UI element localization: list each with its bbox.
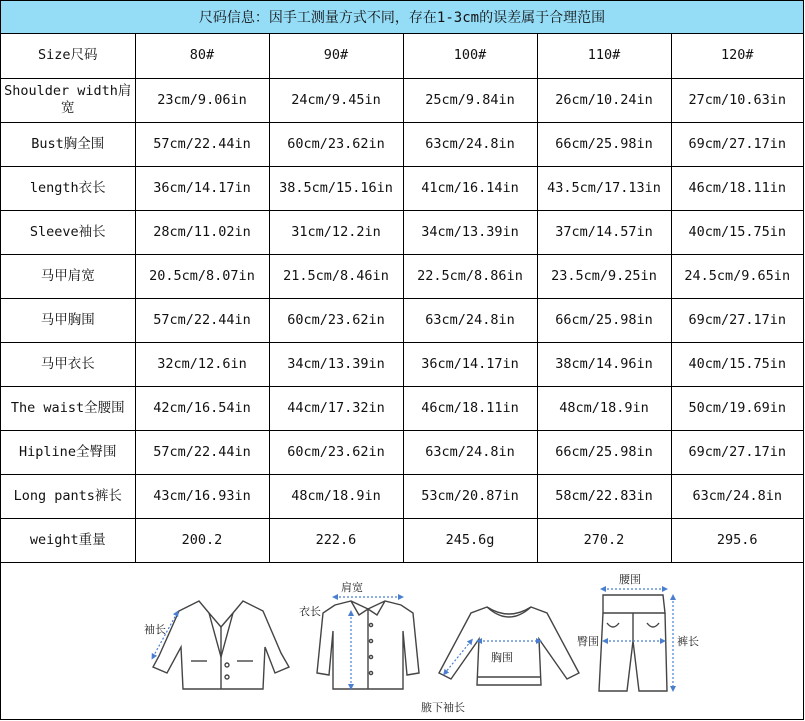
- table-cell: 57cm/22.44in: [135, 298, 269, 342]
- table-row: [1, 518, 803, 562]
- table-cell: 31cm/12.2in: [269, 210, 403, 254]
- table-cell: 40cm/15.75in: [671, 342, 803, 386]
- table-cell: 57cm/22.44in: [135, 122, 269, 166]
- table-cell: 66cm/25.98in: [537, 430, 671, 474]
- table-cell: 200.2: [135, 518, 269, 562]
- header-row: [1, 34, 803, 78]
- table-cell: 46cm/18.11in: [403, 386, 537, 430]
- diagram-label-waist: 腰围: [619, 573, 641, 586]
- size-table: [1, 34, 803, 563]
- table-cell: 25cm/9.84in: [403, 78, 537, 122]
- table-row: [1, 430, 803, 474]
- sweatshirt-illustration: [439, 607, 579, 685]
- table-cell: 41cm/16.14in: [403, 166, 537, 210]
- table-cell: 60cm/23.62in: [269, 122, 403, 166]
- table-cell: 60cm/23.62in: [269, 298, 403, 342]
- table-cell: 34cm/13.39in: [403, 210, 537, 254]
- pants-illustration: [599, 595, 667, 691]
- row-label: length衣长: [1, 166, 135, 210]
- table-cell: 63cm/24.8in: [671, 474, 803, 518]
- diagram-label-shoulder: 肩宽: [341, 581, 363, 594]
- size-info-header: 尺码信息：因手工测量方式不同，存在1-3cm的误差属于合理范围: [1, 1, 803, 34]
- jacket-illustration: [153, 601, 289, 689]
- row-label: 马甲衣长: [1, 342, 135, 386]
- table-cell: 69cm/27.17in: [671, 430, 803, 474]
- table-row: [1, 166, 803, 210]
- table-cell: 44cm/17.32in: [269, 386, 403, 430]
- table-cell: 245.6g: [403, 518, 537, 562]
- row-label: Hipline全臀围: [1, 430, 135, 474]
- row-label: Bust胸全围: [1, 122, 135, 166]
- diagram-label-sleeve: 袖长: [144, 623, 166, 636]
- table-cell: 24.5cm/9.65in: [671, 254, 803, 298]
- table-cell: 26cm/10.24in: [537, 78, 671, 122]
- table-cell: 23cm/9.06in: [135, 78, 269, 122]
- row-label: 马甲胸围: [1, 298, 135, 342]
- table-cell: 58cm/22.83in: [537, 474, 671, 518]
- table-cell: 22.5cm/8.86in: [403, 254, 537, 298]
- column-header: 80#: [135, 34, 269, 78]
- table-cell: 43.5cm/17.13in: [537, 166, 671, 210]
- column-header: 90#: [269, 34, 403, 78]
- table-cell: 295.6: [671, 518, 803, 562]
- table-cell: 57cm/22.44in: [135, 430, 269, 474]
- table-row: [1, 210, 803, 254]
- table-row: [1, 254, 803, 298]
- table-cell: 66cm/25.98in: [537, 122, 671, 166]
- column-header: 100#: [403, 34, 537, 78]
- table-cell: 48cm/18.9in: [537, 386, 671, 430]
- row-label: Long pants裤长: [1, 474, 135, 518]
- table-row: [1, 298, 803, 342]
- table-row: [1, 342, 803, 386]
- table-cell: 50cm/19.69in: [671, 386, 803, 430]
- table-cell: 270.2: [537, 518, 671, 562]
- table-cell: 63cm/24.8in: [403, 430, 537, 474]
- garment-illustrations: [1, 561, 803, 720]
- row-label: Shoulder width肩宽: [1, 78, 135, 122]
- table-cell: 34cm/13.39in: [269, 342, 403, 386]
- table-cell: 32cm/12.6in: [135, 342, 269, 386]
- table-cell: 222.6: [269, 518, 403, 562]
- table-cell: 60cm/23.62in: [269, 430, 403, 474]
- table-cell: 43cm/16.93in: [135, 474, 269, 518]
- table-cell: 63cm/24.8in: [403, 122, 537, 166]
- column-header: 120#: [671, 34, 803, 78]
- diagram-label-hip: 臀围: [577, 635, 599, 648]
- table-cell: 36cm/14.17in: [135, 166, 269, 210]
- table-cell: 53cm/20.87in: [403, 474, 537, 518]
- table-cell: 69cm/27.17in: [671, 122, 803, 166]
- row-label: 马甲肩宽: [1, 254, 135, 298]
- table-row: [1, 78, 803, 122]
- table-cell: 66cm/25.98in: [537, 298, 671, 342]
- diagram-label-pants-length: 裤长: [677, 635, 699, 648]
- table-row: [1, 474, 803, 518]
- table-cell: 48cm/18.9in: [269, 474, 403, 518]
- table-cell: 36cm/14.17in: [403, 342, 537, 386]
- table-cell: 38cm/14.96in: [537, 342, 671, 386]
- table-cell: 38.5cm/15.16in: [269, 166, 403, 210]
- table-cell: 27cm/10.63in: [671, 78, 803, 122]
- table-cell: 46cm/18.11in: [671, 166, 803, 210]
- table-row: [1, 386, 803, 430]
- diagram-label-chest: 胸围: [491, 651, 513, 664]
- table-cell: 23.5cm/9.25in: [537, 254, 671, 298]
- table-cell: 37cm/14.57in: [537, 210, 671, 254]
- row-label: weight重量: [1, 518, 135, 562]
- column-header: 110#: [537, 34, 671, 78]
- measurement-diagram: [1, 561, 803, 720]
- shirt-illustration: [317, 601, 419, 689]
- table-cell: 42cm/16.54in: [135, 386, 269, 430]
- table-cell: 40cm/15.75in: [671, 210, 803, 254]
- row-label: Sleeve袖长: [1, 210, 135, 254]
- table-cell: 63cm/24.8in: [403, 298, 537, 342]
- table-cell: 20.5cm/8.07in: [135, 254, 269, 298]
- table-row: [1, 122, 803, 166]
- table-cell: 69cm/27.17in: [671, 298, 803, 342]
- diagram-label-length: 衣长: [299, 605, 321, 618]
- column-header: Size尺码: [1, 34, 135, 78]
- table-cell: 24cm/9.45in: [269, 78, 403, 122]
- diagram-label-underarm-sleeve: 腋下袖长: [421, 701, 465, 714]
- row-label: The waist全腰围: [1, 386, 135, 430]
- table-cell: 28cm/11.02in: [135, 210, 269, 254]
- table-cell: 21.5cm/8.46in: [269, 254, 403, 298]
